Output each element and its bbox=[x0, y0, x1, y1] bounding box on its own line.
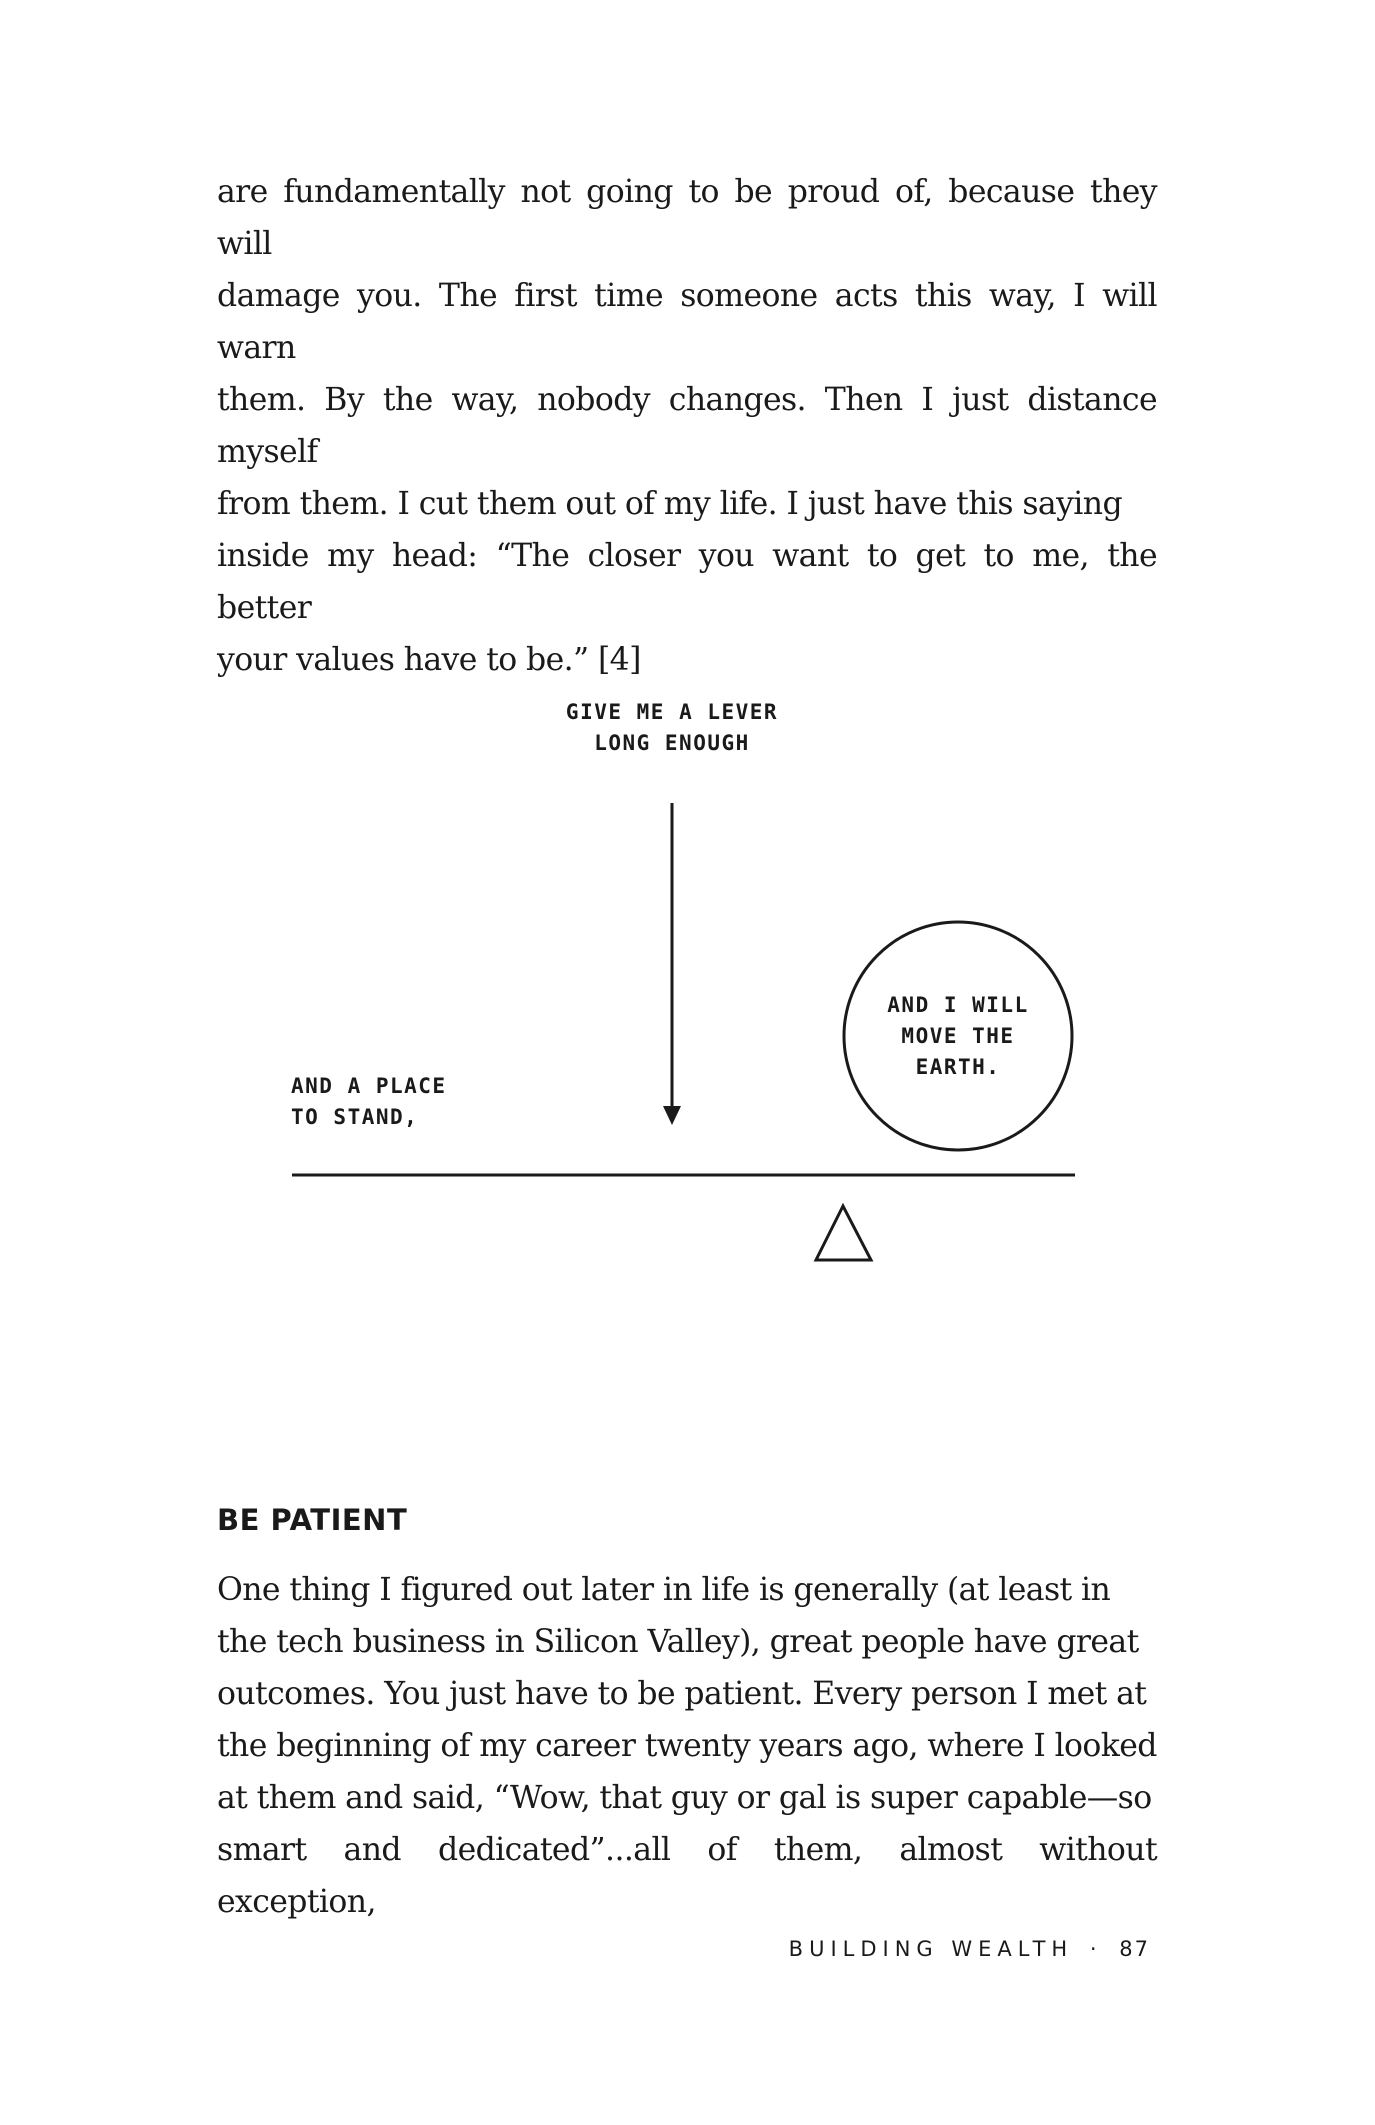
running-title: BUILDING WEALTH bbox=[788, 1937, 1074, 1961]
top-label-line-1: GIVE ME A LEVER bbox=[565, 700, 779, 724]
left-label-line-2: TO STAND, bbox=[291, 1105, 419, 1129]
page-footer bbox=[789, 1937, 1150, 1961]
circle-label-line-1: AND I WILL bbox=[887, 993, 1029, 1017]
footer-separator: · bbox=[1089, 1937, 1097, 1961]
down-arrow-head bbox=[663, 1106, 681, 1125]
body-paragraph-top: are fundamentally not going to be proud of, because they will damage you. The first time someone acts this way, I will warn them. By the way, nobody changes. Then I just distance myself from them. I cut them out of my life. I just have this saying inside my head: “The closer you want to get to me, the better your values have to be.” [4] bbox=[217, 174, 1157, 678]
circle-label-line-3: EARTH. bbox=[915, 1055, 1001, 1079]
left-label-line-1: AND A PLACE bbox=[291, 1074, 447, 1098]
section-heading: BE PATIENT bbox=[217, 1503, 408, 1537]
top-label-line-2: LONG ENOUGH bbox=[594, 731, 750, 755]
page-number: 87 bbox=[1119, 1937, 1150, 1961]
circle-label-line-2: MOVE THE bbox=[901, 1024, 1015, 1048]
body-paragraph-bottom: One thing I figured out later in life is generally (at least in the tech business in Silicon Valley), great people have great outcomes. You just have to be patient. Every person I met at the beginning of my career twenty years ago, where I looked at them and said, “Wow, that guy or gal is super capable—so smart and dedicated”...all of them, almost without exception, bbox=[217, 1572, 1157, 1920]
fulcrum-triangle bbox=[816, 1206, 871, 1260]
